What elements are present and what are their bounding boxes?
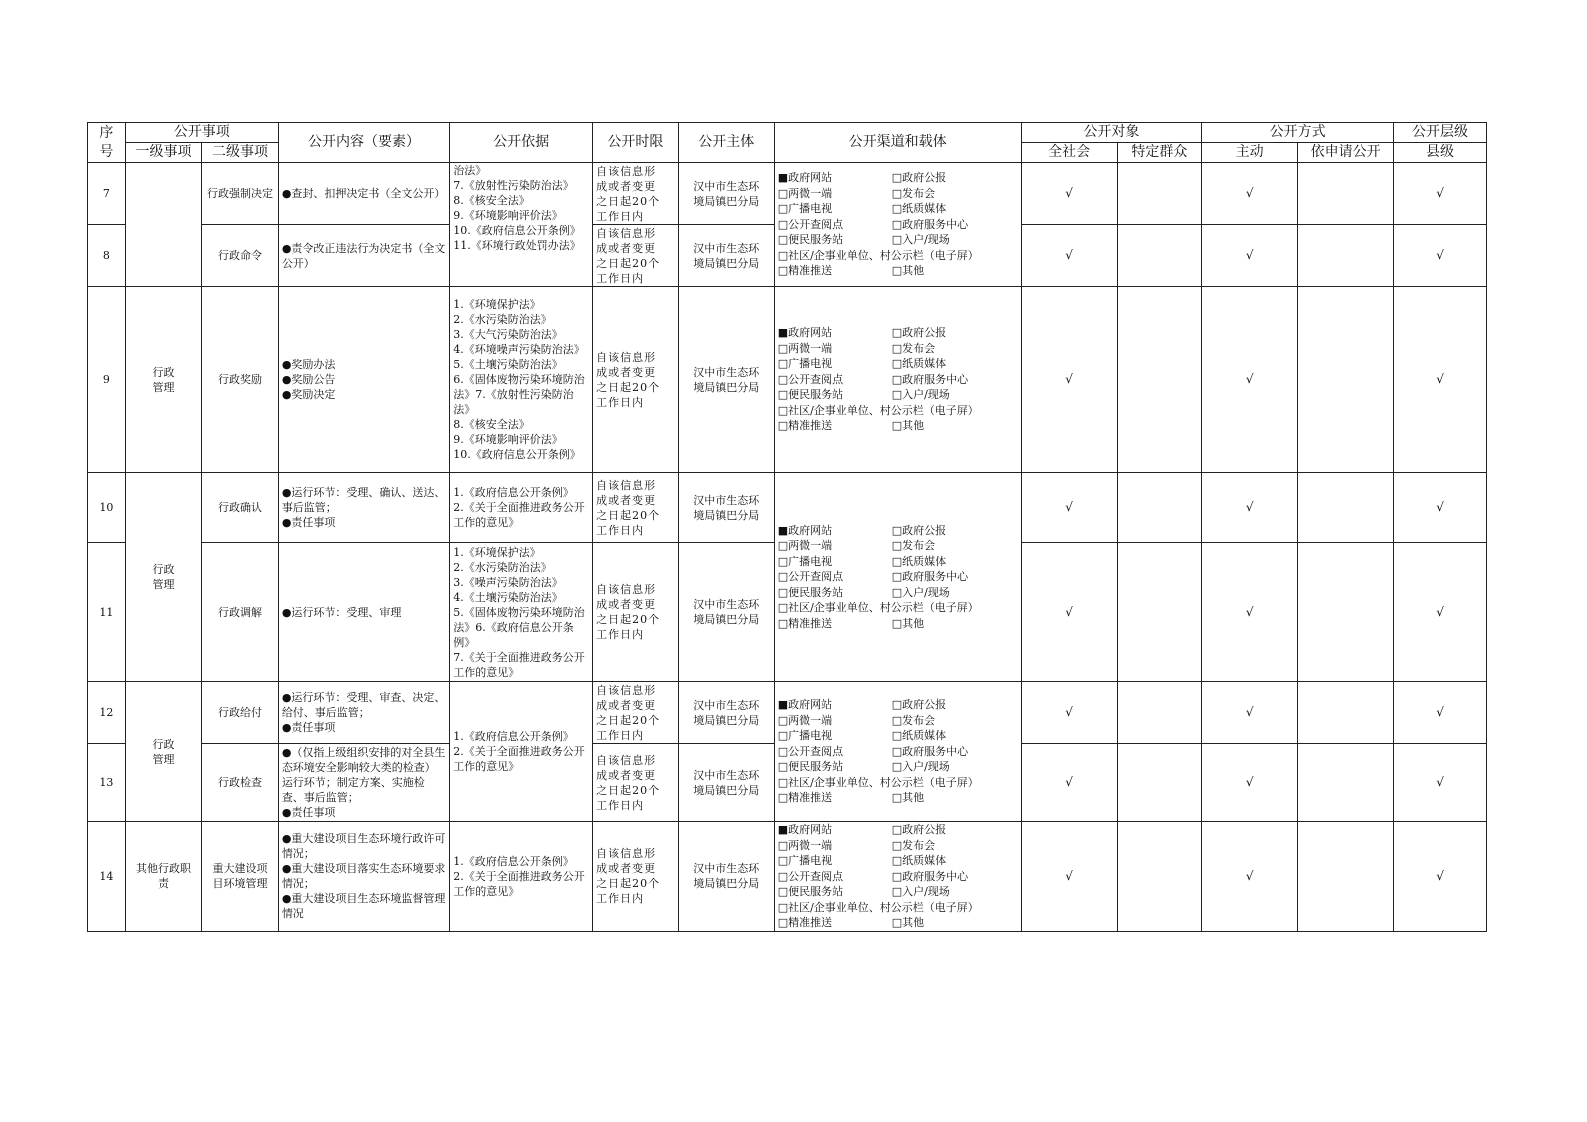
- empty-cell: [1298, 822, 1394, 932]
- check-mark: √: [1394, 822, 1487, 932]
- cell-line: 成或者变更: [596, 179, 657, 193]
- cell-line: 境局镇巴分局: [693, 877, 760, 891]
- cell-line: 6.《固体废物污染环境防治法》7.《放射性污染防治法》: [453, 373, 585, 416]
- channel-option: ■政府网站: [777, 823, 833, 836]
- seq-cell: 11: [88, 543, 126, 682]
- cell-line: 10.《政府信息公开条例》: [453, 224, 581, 237]
- cell-line: 汉中市生态环: [693, 493, 760, 507]
- check-mark: √: [1021, 473, 1117, 543]
- channel-option: □广播电视: [777, 202, 833, 216]
- timelimit-cell: [593, 473, 679, 543]
- header-item-group: 公开事项: [125, 123, 278, 143]
- cell-line: 汉中市生态环: [693, 179, 760, 193]
- channel-option: □精准推送: [777, 616, 833, 630]
- subject-cell: [678, 225, 774, 287]
- cell-line: 自该信息形: [596, 350, 657, 364]
- cell-line: 1.《政府信息公开条例》: [453, 854, 574, 868]
- basis-cell: [450, 473, 593, 543]
- disclosure-table: [87, 122, 1487, 932]
- cell-line: ●奖励办法: [281, 358, 336, 371]
- cell-line: 自该信息形: [596, 478, 657, 492]
- cell-line: 1.《政府信息公开条例》: [453, 486, 574, 499]
- cell-line: 成或者变更: [596, 365, 657, 379]
- channel-option: □发布会: [891, 713, 936, 727]
- header-method-active: 主动: [1202, 143, 1298, 163]
- channel-option: ■政府网站: [777, 326, 833, 340]
- channel-option: □社区/企事业单位、村公示栏（电子屏）: [777, 248, 979, 262]
- cell-line: 自该信息形: [596, 226, 657, 240]
- level1-cell: 行政管理: [125, 287, 202, 473]
- check-mark: √: [1202, 225, 1298, 287]
- cell-line: ●责任事项: [281, 806, 336, 819]
- basis-cell: [450, 163, 593, 287]
- empty-cell: [1117, 744, 1202, 822]
- channel-option: □发布会: [891, 341, 936, 355]
- channel-option: □公开查阅点: [777, 372, 844, 386]
- channels-cell: [774, 163, 1021, 287]
- seq-cell: 9: [88, 287, 126, 473]
- cell-line: ●责任事项: [281, 721, 336, 734]
- empty-cell: [1117, 287, 1202, 473]
- header-content: 公开内容（要素）: [278, 123, 449, 163]
- cell-line: 之日起20个: [596, 194, 661, 208]
- timelimit-cell: [593, 225, 679, 287]
- empty-cell: [1298, 543, 1394, 682]
- timelimit-cell: [593, 822, 679, 932]
- cell-line: 2.《水污染防治法》: [453, 560, 552, 574]
- channel-option: □精准推送: [777, 264, 833, 278]
- basis-cell: [450, 682, 593, 822]
- seq-cell: 8: [88, 225, 126, 287]
- empty-cell: [1298, 225, 1394, 287]
- seq-cell: 13: [88, 744, 126, 822]
- cell-line: 工作日内: [596, 271, 645, 285]
- check-mark: √: [1202, 287, 1298, 473]
- channel-option: ■政府网站: [777, 171, 833, 185]
- cell-line: 工作日内: [596, 798, 645, 812]
- channel-option: □广播电视: [777, 854, 833, 867]
- table-row: [88, 822, 1487, 932]
- level2-cell: 行政确认: [202, 473, 279, 543]
- empty-cell: [1298, 473, 1394, 543]
- subject-cell: [678, 543, 774, 682]
- cell-line: 自该信息形: [596, 847, 657, 861]
- channel-option: □其他: [891, 616, 925, 630]
- timelimit-cell: [593, 744, 679, 822]
- cell-line: 成或者变更: [596, 598, 657, 611]
- cell-line: ●重大建设项目落实生态环境要求情况；: [281, 862, 446, 891]
- cell-line: 成或者变更: [596, 698, 657, 712]
- basis-cell: [450, 543, 593, 682]
- cell-line: 1.《政府信息公开条例》: [453, 730, 574, 743]
- channel-option: ■政府网站: [777, 523, 833, 537]
- check-mark: √: [1021, 822, 1117, 932]
- cell-line: 之日起20个: [596, 613, 661, 626]
- table-row: [88, 473, 1487, 543]
- channel-option: □便民服务站: [777, 233, 844, 247]
- header-subject: 公开主体: [678, 123, 774, 163]
- cell-line: 成或者变更: [596, 493, 657, 507]
- channel-option: □入户/现场: [891, 760, 950, 774]
- channel-option: □广播电视: [777, 357, 833, 371]
- cell-line: 自该信息形: [596, 753, 657, 767]
- cell-line: 自该信息形: [596, 164, 657, 178]
- channel-option: □发布会: [891, 186, 936, 200]
- content-cell: [278, 287, 449, 473]
- cell-line: 汉中市生态环: [693, 862, 760, 876]
- channel-option: □政府服务中心: [891, 869, 969, 883]
- check-mark: √: [1021, 682, 1117, 744]
- cell-line: 之日起20个: [596, 256, 661, 270]
- channels-cell: [774, 473, 1021, 682]
- cell-line: 8.《核安全法》: [453, 194, 530, 207]
- channel-option: □社区/企事业单位、村公示栏（电子屏）: [777, 403, 979, 417]
- cell-line: ●重大建设项目生态环境监督管理情况: [281, 892, 446, 921]
- channel-option: □纸质媒体: [891, 202, 947, 216]
- check-mark: √: [1202, 163, 1298, 225]
- empty-cell: [1117, 682, 1202, 744]
- table-row: [88, 163, 1487, 225]
- level2-cell: 行政奖励: [202, 287, 279, 473]
- cell-line: 汉中市生态环: [693, 698, 760, 712]
- empty-cell: [1117, 543, 1202, 682]
- cell-line: 工作日内: [596, 728, 645, 742]
- header-seq: 序号: [88, 123, 126, 163]
- channel-option: □政府服务中心: [891, 217, 969, 231]
- check-mark: √: [1202, 682, 1298, 744]
- channel-option: □入户/现场: [891, 233, 950, 247]
- cell-line: 境局镇巴分局: [693, 194, 760, 208]
- cell-line: ●查封、扣押决定书（全文公开）: [281, 187, 446, 200]
- content-cell: [278, 543, 449, 682]
- timelimit-cell: [593, 543, 679, 682]
- empty-cell: [1298, 682, 1394, 744]
- cell-line: ●运行环节：受理、确认、送达、事后监管；: [281, 486, 446, 514]
- timelimit-cell: [593, 163, 679, 225]
- empty-cell: [1117, 822, 1202, 932]
- cell-line: ●奖励公告: [281, 373, 336, 386]
- cell-line: 9.《环境影响评价法》: [453, 209, 563, 222]
- content-cell: [278, 682, 449, 744]
- subject-cell: [678, 744, 774, 822]
- cell-line: 成或者变更: [596, 241, 657, 255]
- header-target-specific: 特定群众: [1117, 143, 1202, 163]
- cell-line: 工作日内: [596, 395, 645, 409]
- header-channels: 公开渠道和载体: [774, 123, 1021, 163]
- header-basis: 公开依据: [450, 123, 593, 163]
- content-cell: [278, 163, 449, 225]
- cell-line: ●（仅指上级组织安排的对全县生态环境安全影响较大类的检查）运行环节；制定方案、实施检查、事后监管；: [281, 746, 446, 804]
- cell-line: 之日起20个: [596, 783, 661, 797]
- header-level1: 一级事项: [125, 143, 202, 163]
- disclosure-table-page: [87, 122, 1487, 932]
- channel-option: □政府服务中心: [891, 372, 969, 386]
- channel-option: □社区/企事业单位、村公示栏（电子屏）: [777, 601, 979, 615]
- cell-line: 之日起20个: [596, 508, 661, 522]
- cell-line: ●运行环节：受理、审查、决定、给付、事后监管；: [281, 691, 446, 719]
- channel-option: □公开查阅点: [777, 744, 844, 758]
- check-mark: √: [1021, 287, 1117, 473]
- cell-line: 成或者变更: [596, 768, 657, 782]
- cell-line: 9.《环境影响评价法》: [453, 433, 563, 446]
- content-cell: [278, 225, 449, 287]
- channel-option: □精准推送: [777, 419, 833, 433]
- cell-line: 之日起20个: [596, 877, 661, 891]
- channel-option: □广播电视: [777, 729, 833, 743]
- check-mark: √: [1394, 744, 1487, 822]
- timelimit-cell: [593, 682, 679, 744]
- cell-line: 10.《政府信息公开条例》: [453, 448, 581, 461]
- cell-line: 境局镇巴分局: [693, 613, 760, 626]
- cell-line: ●运行环节：受理、审理: [281, 605, 402, 619]
- channel-options: [778, 822, 1018, 931]
- channel-option: □纸质媒体: [891, 554, 947, 568]
- cell-line: 境局镇巴分局: [693, 783, 760, 797]
- subject-cell: [678, 822, 774, 932]
- channel-option: □公开查阅点: [777, 869, 844, 883]
- empty-cell: [1298, 744, 1394, 822]
- cell-line: 工作日内: [596, 209, 645, 223]
- subject-cell: [678, 682, 774, 744]
- channel-option: □广播电视: [777, 554, 833, 568]
- empty-cell: [1298, 163, 1394, 225]
- cell-line: 工作日内: [596, 628, 645, 641]
- cell-line: ●奖励决定: [281, 388, 336, 401]
- seq-cell: 12: [88, 682, 126, 744]
- header-level2: 二级事项: [202, 143, 279, 163]
- cell-line: ●责令改正违法行为决定书（全文公开）: [281, 241, 446, 270]
- channel-option: □两微一端: [777, 838, 833, 852]
- cell-line: 4.《土壤污染防治法》: [453, 590, 563, 604]
- channel-options: [778, 523, 1018, 632]
- content-cell: [278, 744, 449, 822]
- channel-option: □精准推送: [777, 916, 833, 929]
- channel-option: □入户/现场: [891, 885, 950, 898]
- subject-cell: [678, 163, 774, 225]
- header-target-group: 公开对象: [1021, 123, 1202, 143]
- cell-line: 境局镇巴分局: [693, 508, 760, 522]
- channel-option: □其他: [891, 264, 925, 278]
- cell-line: 2.《关于全面推进政务公开工作的意见》: [453, 745, 585, 773]
- cell-line: 7.《关于全面推进政务公开工作的意见》: [453, 650, 585, 679]
- cell-line: 2.《关于全面推进政务公开工作的意见》: [453, 501, 585, 529]
- table-row: [88, 682, 1487, 744]
- header-method-group: 公开方式: [1202, 123, 1394, 143]
- channel-option: □公开查阅点: [777, 217, 844, 231]
- cell-line: 1.《环境保护法》: [453, 298, 541, 311]
- level1-cell: 行政管理: [125, 682, 202, 822]
- empty-cell: [1298, 287, 1394, 473]
- cell-line: ●重大建设项目生态环境行政许可情况；: [281, 832, 446, 861]
- check-mark: √: [1394, 543, 1487, 682]
- channels-cell: [774, 287, 1021, 473]
- cell-line: 2.《水污染防治法》: [453, 313, 552, 326]
- channel-option: □纸质媒体: [891, 854, 947, 867]
- channel-option: □精准推送: [777, 791, 833, 805]
- channel-option: □其他: [891, 419, 925, 433]
- basis-cell: [450, 287, 593, 473]
- check-mark: √: [1202, 543, 1298, 682]
- content-cell: [278, 822, 449, 932]
- cell-line: 工作日内: [596, 523, 645, 537]
- cell-line: 工作日内: [596, 892, 645, 906]
- seq-cell: 7: [88, 163, 126, 225]
- cell-line: 1.《环境保护法》: [453, 545, 541, 559]
- channel-option: □便民服务站: [777, 885, 844, 898]
- channel-option: □其他: [891, 791, 925, 805]
- cell-line: 8.《核安全法》: [453, 418, 530, 431]
- level2-cell: 行政给付: [202, 682, 279, 744]
- channel-option: □入户/现场: [891, 388, 950, 402]
- channel-option: □纸质媒体: [891, 729, 947, 743]
- cell-line: 之日起20个: [596, 713, 661, 727]
- cell-line: 境局镇巴分局: [693, 256, 760, 270]
- channel-options: [778, 325, 1018, 434]
- channel-option: □纸质媒体: [891, 357, 947, 371]
- cell-line: 3.《噪声污染防治法》: [453, 575, 563, 589]
- channels-cell: [774, 682, 1021, 822]
- channel-option: □政府公报: [891, 523, 947, 537]
- level2-cell: 重大建设项目环境管理: [202, 822, 279, 932]
- check-mark: √: [1021, 543, 1117, 682]
- header-level-county: 县级: [1394, 143, 1487, 163]
- cell-line: 汉中市生态环: [693, 768, 760, 782]
- channel-option: □便民服务站: [777, 585, 844, 599]
- channel-option: □政府服务中心: [891, 744, 969, 758]
- cell-line: 7.《放射性污染防治法》: [453, 179, 574, 192]
- check-mark: √: [1394, 682, 1487, 744]
- channel-option: □公开查阅点: [777, 570, 844, 584]
- channel-option: □政府公报: [891, 823, 947, 836]
- cell-line: 4.《环境噪声污染防治法》: [453, 343, 585, 356]
- table-row: [88, 287, 1487, 473]
- level2-cell: 行政命令: [202, 225, 279, 287]
- channel-option: □两微一端: [777, 341, 833, 355]
- channel-option: □两微一端: [777, 539, 833, 553]
- cell-line: 自该信息形: [596, 683, 657, 697]
- channel-option: □政府公报: [891, 698, 947, 712]
- level2-cell: 行政检查: [202, 744, 279, 822]
- check-mark: √: [1021, 225, 1117, 287]
- channel-option: □社区/企事业单位、村公示栏（电子屏）: [777, 775, 979, 789]
- header-target-all: 全社会: [1021, 143, 1117, 163]
- cell-line: 成或者变更: [596, 862, 657, 876]
- empty-cell: [1117, 225, 1202, 287]
- cell-line: 汉中市生态环: [693, 241, 760, 255]
- content-cell: [278, 473, 449, 543]
- check-mark: √: [1021, 744, 1117, 822]
- check-mark: √: [1202, 822, 1298, 932]
- cell-line: 境局镇巴分局: [693, 380, 760, 394]
- channel-option: ■政府网站: [777, 698, 833, 712]
- check-mark: √: [1394, 225, 1487, 287]
- cell-line: 之日起20个: [596, 380, 661, 394]
- channel-option: □便民服务站: [777, 388, 844, 402]
- cell-line: 5.《固体废物污染环境防治法》6.《政府信息公开条例》: [453, 605, 585, 649]
- channel-option: □两微一端: [777, 713, 833, 727]
- cell-line: 11.《环境行政处罚办法》: [453, 239, 581, 252]
- channel-option: □社区/企事业单位、村公示栏（电子屏）: [777, 900, 979, 914]
- timelimit-cell: [593, 287, 679, 473]
- check-mark: √: [1202, 473, 1298, 543]
- header-timelimit: 公开时限: [593, 123, 679, 163]
- cell-line: 治法》: [453, 164, 487, 177]
- channels-cell: [774, 822, 1021, 932]
- channel-option: □发布会: [891, 838, 936, 852]
- header-method-apply: 依申请公开: [1298, 143, 1394, 163]
- subject-cell: [678, 287, 774, 473]
- header-level-group: 公开层级: [1394, 123, 1487, 143]
- cell-line: 3.《大气污染防治法》: [453, 328, 563, 341]
- check-mark: √: [1021, 163, 1117, 225]
- empty-cell: [1117, 163, 1202, 225]
- level2-cell: 行政调解: [202, 543, 279, 682]
- channel-option: □政府公报: [891, 171, 947, 185]
- cell-line: 汉中市生态环: [693, 365, 760, 379]
- cell-line: 2.《关于全面推进政务公开工作的意见》: [453, 869, 585, 898]
- empty-cell: [1117, 473, 1202, 543]
- level1-cell: 行政管理: [125, 473, 202, 682]
- channel-option: □两微一端: [777, 186, 833, 200]
- check-mark: √: [1394, 287, 1487, 473]
- seq-cell: 14: [88, 822, 126, 932]
- cell-line: 汉中市生态环: [693, 598, 760, 611]
- level1-cell: 其他行政职责: [125, 822, 202, 932]
- channel-option: □政府公报: [891, 326, 947, 340]
- channel-options: [778, 170, 1018, 279]
- basis-cell: [450, 822, 593, 932]
- subject-cell: [678, 473, 774, 543]
- seq-cell: 10: [88, 473, 126, 543]
- channel-option: □发布会: [891, 539, 936, 553]
- cell-line: 自该信息形: [596, 583, 657, 596]
- channel-option: □其他: [891, 916, 925, 929]
- level2-cell: 行政强制决定: [202, 163, 279, 225]
- check-mark: √: [1394, 163, 1487, 225]
- channel-option: □便民服务站: [777, 760, 844, 774]
- cell-line: 境局镇巴分局: [693, 713, 760, 727]
- channel-options: [778, 697, 1018, 806]
- check-mark: √: [1202, 744, 1298, 822]
- cell-line: ●责任事项: [281, 516, 336, 529]
- cell-line: 5.《土壤污染防治法》: [453, 358, 563, 371]
- level1-cell: [125, 163, 202, 287]
- channel-option: □入户/现场: [891, 585, 950, 599]
- channel-option: □政府服务中心: [891, 570, 969, 584]
- check-mark: √: [1394, 473, 1487, 543]
